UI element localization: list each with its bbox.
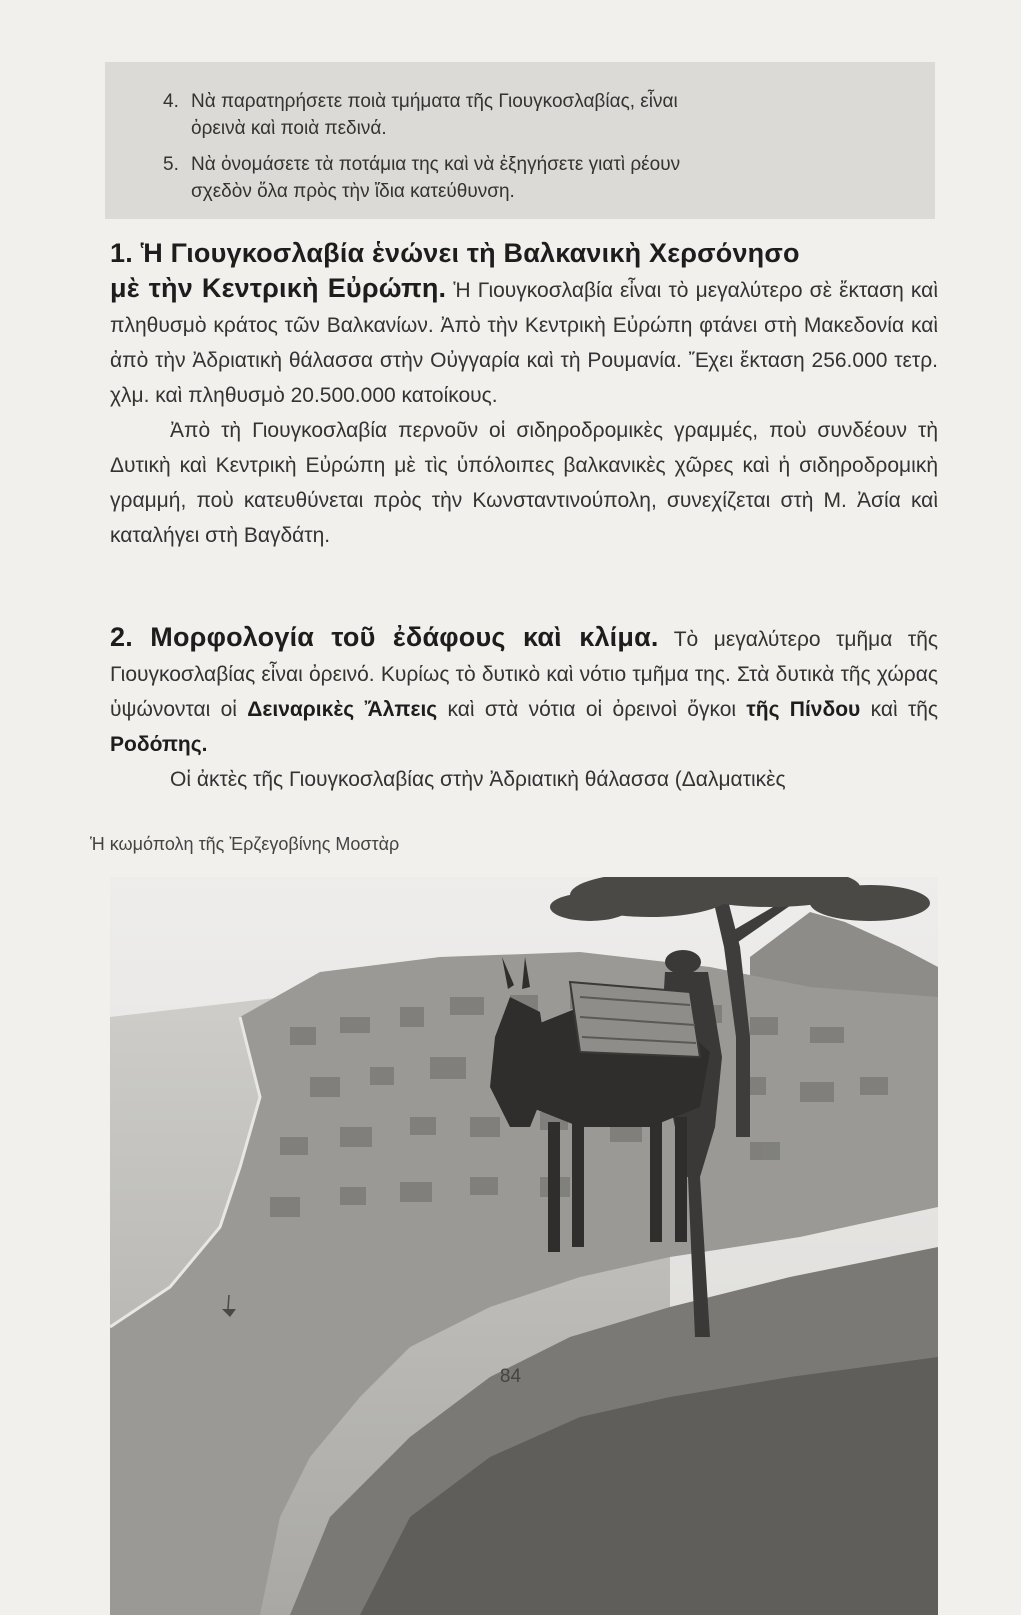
section-2-paragraph-2: Οἱ ἀκτὲς τῆς Γιουγκοσλαβίας στὴν Ἀδριατικὴ θάλασσα (Δαλματικὲς	[170, 768, 786, 791]
photo-caption: Ἡ κωμόπολη τῆς Ἐρζεγοβίνης Μοστὰρ	[90, 834, 400, 854]
page-number: 84	[499, 1366, 522, 1387]
section-2-heading: 2. Μορφολογία τοῦ ἐδάφους καὶ κλίμα.	[110, 622, 659, 652]
section-1-paragraph-1	[110, 271, 938, 413]
exercise-number: 4.	[163, 91, 179, 112]
photo-illustration	[110, 877, 938, 1615]
section-1-paragraph-2: Ἀπὸ τὴ Γιουγκοσλαβία περνοῦν οἱ σιδηροδρομικὲς γραμμές, ποὺ συνδέουν τὴ Δυτικὴ καὶ Κεντρικὴ Εὐρώπη μὲ τὶς ὑπόλοιπες βαλκανικὲς χῶρες καὶ ἡ σιδηροδρομικὴ γραμμή, ποὺ κατευθύνεται πρὸς τὴν Κωνσταντινούπολη, συνεχίζεται στὴ Μ. Ἀσία καὶ καταλήγει στὴ Βαγδάτη.	[110, 419, 938, 547]
term-dinaric-alps: Δειναρικὲς Ἄλπεις	[247, 698, 438, 721]
section-2	[110, 620, 938, 797]
section-1-heading: 1. Ἡ Γιουγκοσλαβία ἑνώνει τὴ Βαλκανικὴ Χερσόνησο	[110, 238, 800, 268]
exercise-text-cont: σχεδὸν ὅλα πρὸς τὴν ἴδια κατεύθυνση.	[191, 181, 515, 202]
section-1	[110, 236, 938, 553]
section-2-text: καὶ στὰ νότια οἱ ὀρεινοὶ ὄγκοι	[447, 698, 737, 721]
section-2-text: Τὸ μεγαλύτερο τμῆμα τῆς Γιουγκοσλαβίας εἶναι ὀρεινό. Κυρίως τὸ δυτικὸ καὶ νότιο τμῆμα της. Στὰ δυτικὰ τῆς χώρας ὑψώνονται οἱ	[110, 628, 938, 721]
exercise-text: Νὰ ὀνομάσετε τὰ ποτάμια της καὶ νὰ ἐξηγήσετε γιατὶ ρέουν	[191, 154, 681, 175]
exercise-item	[163, 88, 903, 142]
section-2-paragraph-1	[110, 620, 938, 762]
exercise-text-cont: ὀρεινὰ καὶ ποιὰ πεδινά.	[191, 118, 387, 139]
term-pindus: τῆς Πίνδου	[746, 698, 861, 721]
exercise-number: 5.	[163, 154, 179, 175]
photo-mostar	[110, 877, 938, 1612]
exercise-item	[163, 151, 903, 205]
term-rhodope: Ροδόπης.	[110, 733, 208, 756]
section-2-text: καὶ τῆς	[870, 698, 939, 721]
section-1-heading-cont: μὲ τὴν Κεντρικὴ Εὐρώπη.	[110, 273, 447, 303]
section-1-text: Ἡ Γιουγκοσλαβία εἶναι τὸ μεγαλύτερο σὲ ἔκταση καὶ πληθυσμὸ κράτος τῶν Βαλκανίων. Ἀπὸ τὴν Κεντρικὴ Εὐρώπη φτάνει στὴ Μακεδονία καὶ ἀπὸ τὴν Ἀδριατικὴ θάλασσα στὴν Οὐγγαρία καὶ τὴ Ρουμανία. Ἔχει ἔκταση 256.000 τετρ. χλμ. καὶ πληθυσμὸ 20.500.000 κατοίκους.	[110, 279, 938, 407]
exercise-text: Νὰ παρατηρήσετε ποιὰ τμήματα τῆς Γιουγκοσλαβίας, εἶναι	[191, 91, 678, 112]
